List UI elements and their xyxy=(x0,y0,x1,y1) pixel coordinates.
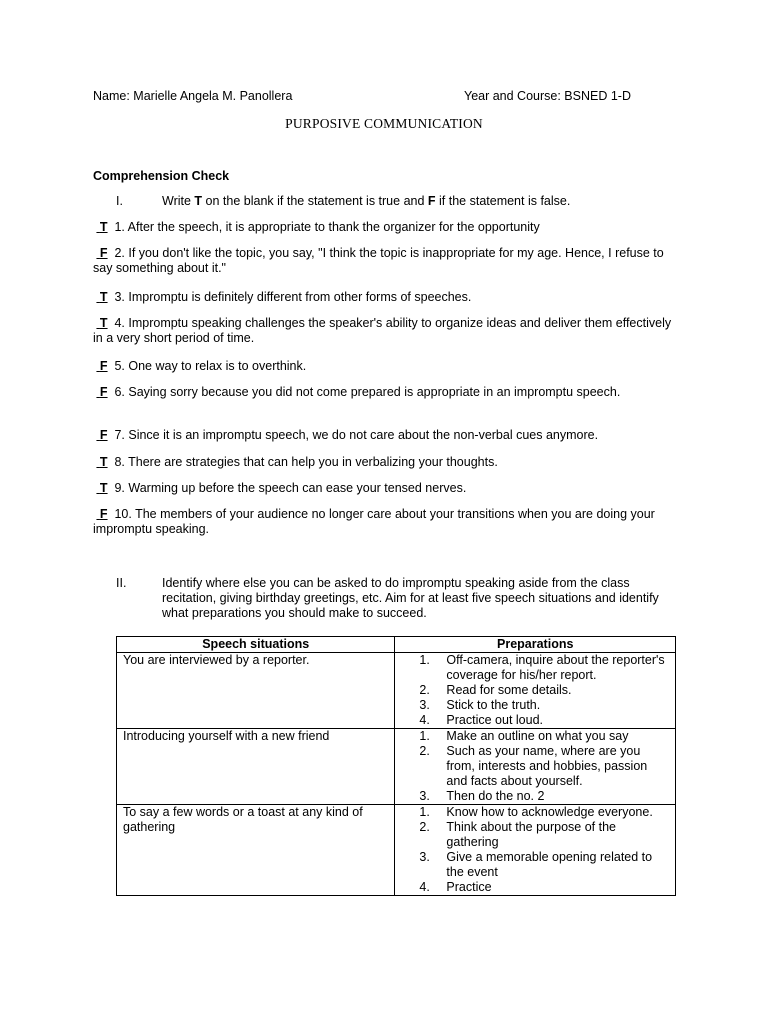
list-item xyxy=(93,507,673,537)
answer-blank: T xyxy=(99,290,108,304)
list-item: 2. Read for some details. xyxy=(419,683,572,697)
instruction-text-post: if the statement is false. xyxy=(435,194,571,208)
answer-blank: F xyxy=(99,246,108,260)
answer-blank: F xyxy=(99,428,108,442)
answer-blank: T xyxy=(99,316,108,330)
instruction-text-mid: on the blank if the statement is true and xyxy=(202,194,428,208)
instruction-false-letter: F xyxy=(427,194,436,208)
table-row xyxy=(117,729,676,805)
item-text: 1. After the speech, it is appropriate to thank the organizer for the opportunity xyxy=(111,220,540,234)
list-item: 2. Such as your name, where are you from, interests and hobbies, passion and facts about yourself. xyxy=(419,744,648,788)
item-text: 8. There are strategies that can help you in verbalizing your thoughts. xyxy=(111,455,498,469)
preparation-text: Off-camera, inquire about the reporter's coverage for his/her report. xyxy=(446,653,665,682)
column-header-situations: Speech situations xyxy=(117,637,395,653)
preparations-list xyxy=(403,729,669,804)
item-text: 7. Since it is an impromptu speech, we do not care about the non-verbal cues anymore. xyxy=(111,428,599,442)
item-text: 9. Warming up before the speech can ease your tensed nerves. xyxy=(111,481,467,495)
preparations-list xyxy=(403,805,669,895)
student-name: Name: Marielle Angela M. Panollera xyxy=(93,89,293,103)
answer-blank: T xyxy=(99,481,108,495)
part2-instruction-text: Identify where else you can be asked to do impromptu speaking aside from the class recitation, giving birthday greetings, etc. Aim for at least five speech situations and identify what preparations you should make to succeed. xyxy=(162,576,659,620)
answer-blank: F xyxy=(99,385,108,399)
preparations-cell xyxy=(395,653,676,729)
list-item xyxy=(93,455,673,470)
preparation-text: Then do the no. 2 xyxy=(446,789,545,803)
preparation-text: Such as your name, where are you from, interests and hobbies, passion and facts about yourself. xyxy=(446,744,648,788)
list-item xyxy=(93,428,673,443)
instruction-text-pre: Write xyxy=(162,194,195,208)
item-text: 6. Saying sorry because you did not come prepared is appropriate in an impromptu speech. xyxy=(111,385,621,399)
speech-situations-table xyxy=(116,636,676,896)
table-row xyxy=(117,653,676,729)
answer-blank: F xyxy=(99,359,108,373)
item-text: 10. The members of your audience no longer care about your transitions when you are doing your impromptu speaking. xyxy=(93,507,655,536)
preparations-cell xyxy=(395,729,676,805)
list-item xyxy=(93,481,673,496)
table-header-row xyxy=(117,637,676,653)
part2-number: II. xyxy=(116,576,127,590)
preparation-text: Know how to acknowledge everyone. xyxy=(446,805,653,819)
preparations-list xyxy=(403,653,669,728)
list-item: 4. Practice out loud. xyxy=(419,713,544,727)
item-text: 3. Impromptu is definitely different from other forms of speeches. xyxy=(111,290,472,304)
list-item xyxy=(93,290,673,305)
list-item: 3. Stick to the truth. xyxy=(419,698,541,712)
column-header-preparations: Preparations xyxy=(395,637,676,653)
page-title: PURPOSIVE COMMUNICATION xyxy=(285,116,483,131)
answer-blank: T xyxy=(99,220,108,234)
section-heading: Comprehension Check xyxy=(93,169,230,183)
answer-blank: F xyxy=(99,507,108,521)
list-item xyxy=(93,220,673,235)
situation-cell: You are interviewed by a reporter. xyxy=(117,653,395,729)
instruction-true-letter: T xyxy=(194,194,203,208)
list-item xyxy=(93,385,673,400)
preparation-text: Stick to the truth. xyxy=(446,698,541,712)
list-item: 2. Think about the purpose of the gathering xyxy=(419,820,616,849)
answer-blank: T xyxy=(99,455,108,469)
list-item xyxy=(93,316,673,346)
preparation-text: Think about the purpose of the gathering xyxy=(446,820,616,849)
preparations-cell xyxy=(395,805,676,896)
preparation-text: Make an outline on what you say xyxy=(446,729,629,743)
situation-cell: Introducing yourself with a new friend xyxy=(117,729,395,805)
list-item: 1. Know how to acknowledge everyone. xyxy=(419,805,653,819)
table-row xyxy=(117,805,676,896)
item-text: 5. One way to relax is to overthink. xyxy=(111,359,307,373)
preparation-text: Practice xyxy=(446,880,492,894)
preparation-text: Practice out loud. xyxy=(446,713,544,727)
list-item: 3. Then do the no. 2 xyxy=(419,789,545,803)
list-item: 1. Off-camera, inquire about the reporter's coverage for his/her report. xyxy=(419,653,665,682)
list-item: 3. Give a memorable opening related to the event xyxy=(419,850,653,879)
situation-cell: To say a few words or a toast at any kind of gathering xyxy=(117,805,395,896)
part1-number: I. xyxy=(116,194,123,208)
list-item xyxy=(93,359,673,374)
item-text: 2. If you don't like the topic, you say, "I think the topic is inappropriate for my age. Hence, I refuse to say something about it." xyxy=(93,246,664,275)
list-item: 4. Practice xyxy=(419,880,492,894)
list-item xyxy=(93,246,673,276)
header-row xyxy=(93,89,673,105)
list-item: 1. Make an outline on what you say xyxy=(419,729,629,743)
year-and-course: Year and Course: BSNED 1-D xyxy=(464,89,631,103)
preparation-text: Give a memorable opening related to the event xyxy=(446,850,653,879)
part1-instruction-text xyxy=(162,194,682,209)
preparation-text: Read for some details. xyxy=(446,683,572,697)
item-text: 4. Impromptu speaking challenges the speaker's ability to organize ideas and deliver them effectively in a very short period of time. xyxy=(93,316,672,345)
